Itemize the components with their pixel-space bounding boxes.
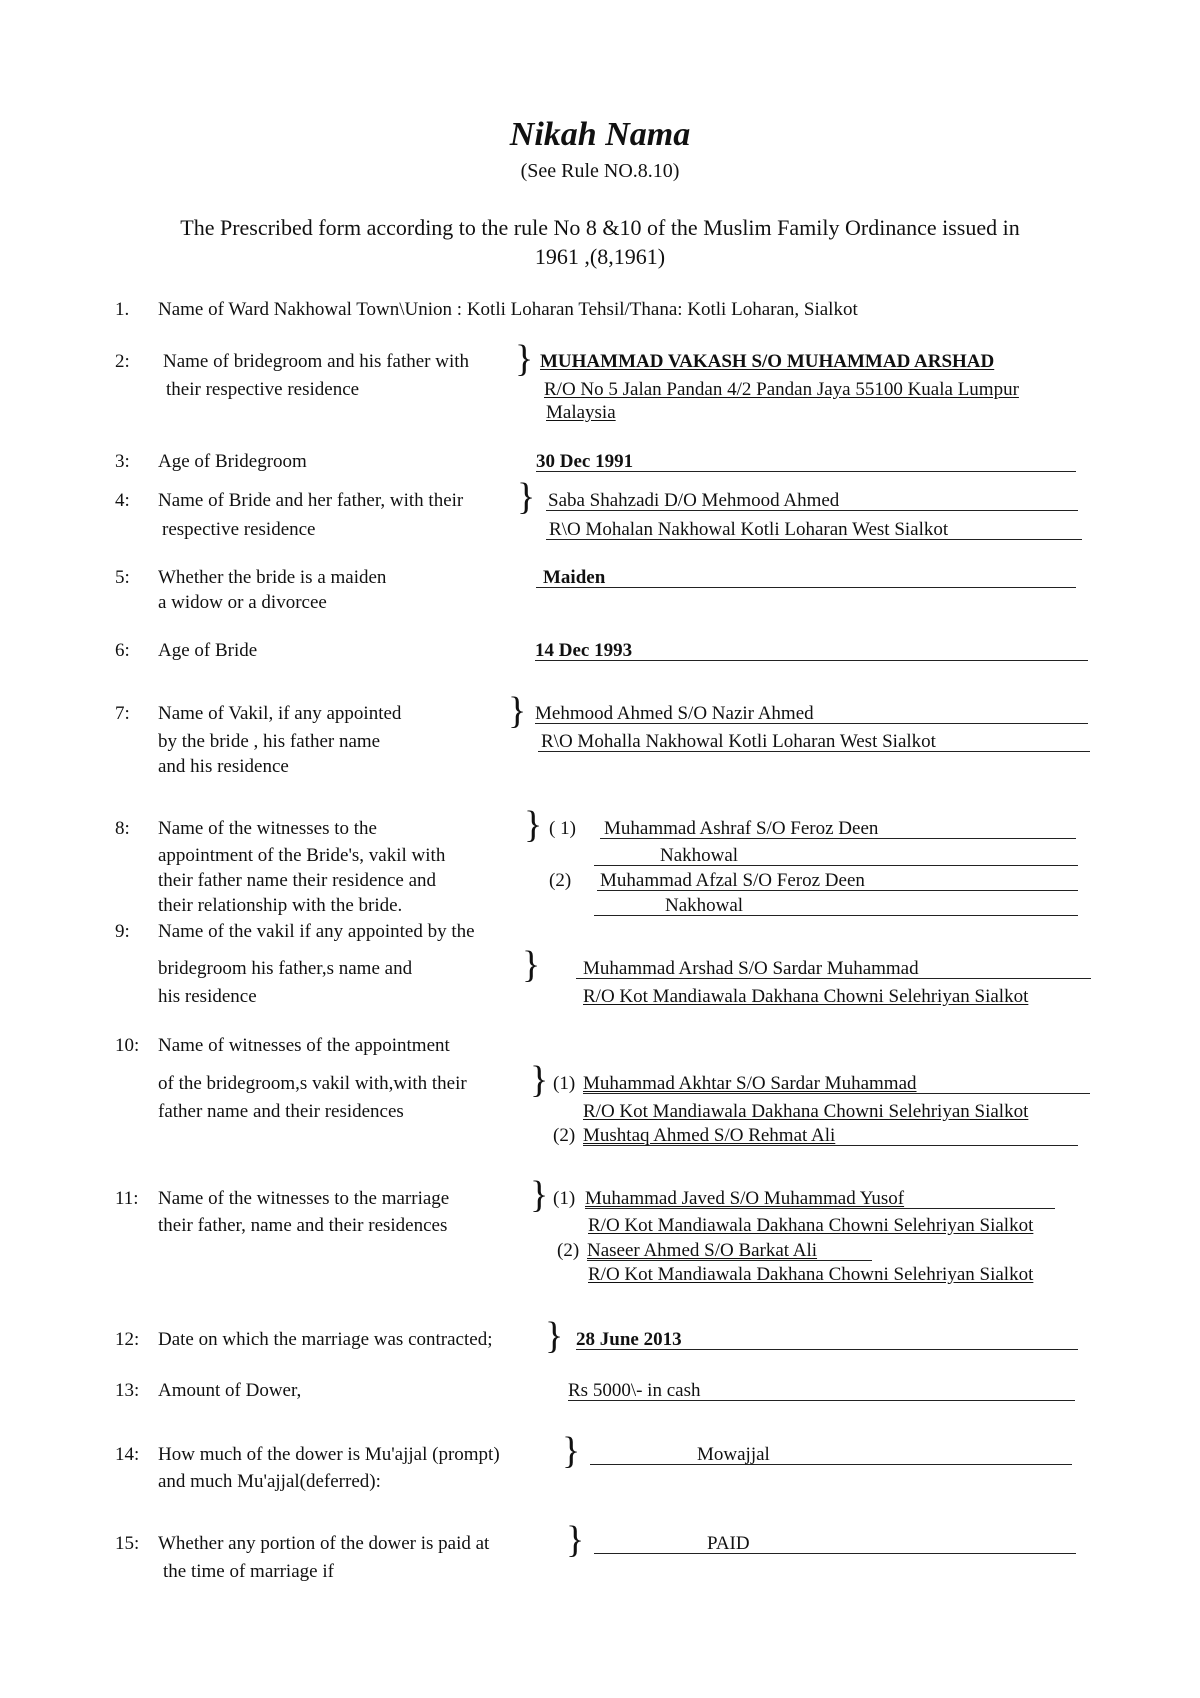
item-7-number: 7: [115,703,130,724]
underline [583,1145,1078,1146]
witness-2-marker: (2) [549,870,572,891]
item-14-label-line2: and much Mu'ajjal(deferred): [158,1471,381,1492]
groom-vakil-witness-1-name: Muhammad Akhtar S/O Sardar Muhammad [583,1073,917,1094]
bride-vakil-witness-1-name: Muhammad Ashraf S/O Feroz Deen [604,818,879,839]
vakil-residence-value: R\O Mohalla Nakhowal Kotli Loharan West Sialkot [541,731,936,752]
item-9-label-line2: bridegroom his father,s name and [158,958,413,979]
bride-vakil-witness-1-place: Nakhowal [660,845,739,866]
item-11-label-line1: Name of the witnesses to the marriage [158,1188,450,1209]
underline [535,723,1088,724]
item-6-number: 6: [115,640,130,661]
item-12-label: Date on which the marriage was contracted; [158,1329,493,1350]
item-4-label-line2: respective residence [162,519,316,540]
bridegroom-name-value: MUHAMMAD VAKASH S/O MUHAMMAD ARSHAD [540,351,995,372]
brace-icon: } [562,1430,581,1472]
item-8-label-line1: Name of the witnesses to the [158,818,377,839]
bridegroom-residence-value-line2: Malaysia [546,402,616,423]
item-8-label-line2: appointment of the Bride's, vakil with [158,845,446,866]
bride-age-value: 14 Dec 1993 [535,640,633,661]
witness-2-marker: (2) [553,1125,576,1146]
underline [576,978,1091,979]
brace-icon: } [515,338,534,380]
item-8-label-line3: their father name their residence and [158,870,436,891]
bride-vakil-witness-2-name: Muhammad Afzal S/O Feroz Deen [600,870,865,891]
item-15-label-line1: Whether any portion of the dower is paid at [158,1533,490,1554]
witness-1-marker: (1) [553,1188,576,1209]
item-1-number: 1. [115,299,130,320]
item-8-number: 8: [115,818,130,839]
item-5-number: 5: [115,567,130,588]
brace-icon: } [508,690,527,732]
prescribed-text-line2: 1961 ,(8,1961) [534,244,666,269]
item-1-text: Name of Ward Nakhowal Town\Union : Kotli Loharan Tehsil/Thana: Kotli Loharan, Sialkot [158,299,858,320]
item-7-label-line1: Name of Vakil, if any appointed [158,703,402,724]
groom-vakil-witness-2-name: Mushtaq Ahmed S/O Rehmat Ali [583,1125,836,1146]
underline [585,1208,1055,1209]
underline [594,865,1078,866]
witness-2-marker: (2) [557,1240,580,1261]
bride-residence-value: R\O Mohalan Nakhowal Kotli Loharan West Sialkot [549,519,949,540]
item-12-number: 12: [115,1329,140,1350]
underline [587,1260,872,1261]
item-10-label-line3: father name and their residences [158,1101,404,1122]
item-3-label: Age of Bridegroom [158,451,307,472]
prescribed-text-line1: The Prescribed form according to the rule No 8 &10 of the Muslim Family Ordinance issued in [180,215,1020,240]
brace-icon: } [517,476,536,518]
item-9-label-line3: his residence [158,986,257,1007]
marriage-witness-2-name: Naseer Ahmed S/O Barkat Ali [587,1240,818,1261]
item-5-label-line2: a widow or a divorcee [158,592,327,613]
underline [576,1349,1078,1350]
item-7-label-line3: and his residence [158,756,289,777]
marriage-witness-1-residence: R/O Kot Mandiawala Dakhana Chowni Selehriyan Sialkot [588,1215,1034,1236]
dower-paid-value: PAID [707,1533,750,1554]
underline [594,1553,1076,1554]
bridegroom-age-value: 30 Dec 1991 [536,451,634,472]
item-13-label: Amount of Dower, [158,1380,302,1401]
underline [538,751,1090,752]
groom-vakil-witness-1-residence: R/O Kot Mandiawala Dakhana Chowni Selehriyan Sialkot [583,1101,1029,1122]
marriage-witness-2-residence: R/O Kot Mandiawala Dakhana Chowni Selehriyan Sialkot [588,1264,1034,1285]
item-4-number: 4: [115,490,130,511]
item-11-label-line2: their father, name and their residences [158,1215,448,1236]
item-11-number: 11: [115,1188,139,1209]
form-subtitle: (See Rule NO.8.10) [520,160,680,182]
bride-vakil-witness-2-place: Nakhowal [665,895,744,916]
item-7-label-line2: by the bride , his father name [158,731,381,752]
underline [568,1400,1075,1401]
item-2-label-line1: Name of bridegroom and his father with [163,351,470,372]
brace-icon: } [545,1315,564,1357]
item-10-number: 10: [115,1035,140,1056]
form-title: Nikah Nama [509,116,691,153]
underline [536,587,1076,588]
groom-vakil-name-value: Muhammad Arshad S/O Sardar Muhammad [583,958,919,979]
item-9-label-line1: Name of the vakil if any appointed by the [158,921,475,942]
item-14-label-line1: How much of the dower is Mu'ajjal (prompt) [158,1444,500,1465]
underline [590,1464,1072,1465]
item-6-label: Age of Bride [158,640,258,661]
item-3-number: 3: [115,451,130,472]
item-14-number: 14: [115,1444,140,1465]
item-15-number: 15: [115,1533,140,1554]
item-8-label-line4: their relationship with the bride. [158,895,403,916]
item-13-number: 13: [115,1380,140,1401]
bridegroom-residence-value: R/O No 5 Jalan Pandan 4/2 Pandan Jaya 55100 Kuala Lumpur [544,379,1019,400]
underline [600,838,1076,839]
marriage-date-value: 28 June 2013 [576,1329,682,1350]
dower-type-value: Mowajjal [697,1444,770,1465]
item-10-label-line2: of the bridegroom,s vakil with,with their [158,1073,467,1094]
item-5-label-line1: Whether the bride is a maiden [158,567,387,588]
underline [594,915,1078,916]
item-10-label-line1: Name of witnesses of the appointment [158,1035,450,1056]
dower-amount-value: Rs 5000\- in cash [568,1380,701,1401]
item-4-label-line1: Name of Bride and her father, with their [158,490,464,511]
marital-status-value: Maiden [543,567,606,588]
underline [535,660,1088,661]
brace-icon: } [566,1519,585,1561]
vakil-name-value: Mehmood Ahmed S/O Nazir Ahmed [535,703,814,724]
underline [597,890,1078,891]
witness-1-marker: (1) [553,1073,576,1094]
marriage-witness-1-name: Muhammad Javed S/O Muhammad Yusof [585,1188,905,1209]
underline [583,1093,1090,1094]
item-2-label-line2: their respective residence [166,379,360,400]
brace-icon: } [530,1059,549,1101]
witness-1-marker: ( 1) [549,818,576,839]
item-15-label-line2: the time of marriage if [163,1561,334,1582]
underline [546,510,1078,511]
underline [546,539,1082,540]
underline [536,471,1076,472]
groom-vakil-residence-value: R/O Kot Mandiawala Dakhana Chowni Selehriyan Sialkot [583,986,1029,1007]
brace-icon: } [522,944,541,986]
bride-name-value: Saba Shahzadi D/O Mehmood Ahmed [548,490,840,511]
brace-icon: } [530,1174,549,1216]
item-9-number: 9: [115,921,130,942]
item-2-number: 2: [115,351,130,372]
brace-icon: } [524,804,543,846]
